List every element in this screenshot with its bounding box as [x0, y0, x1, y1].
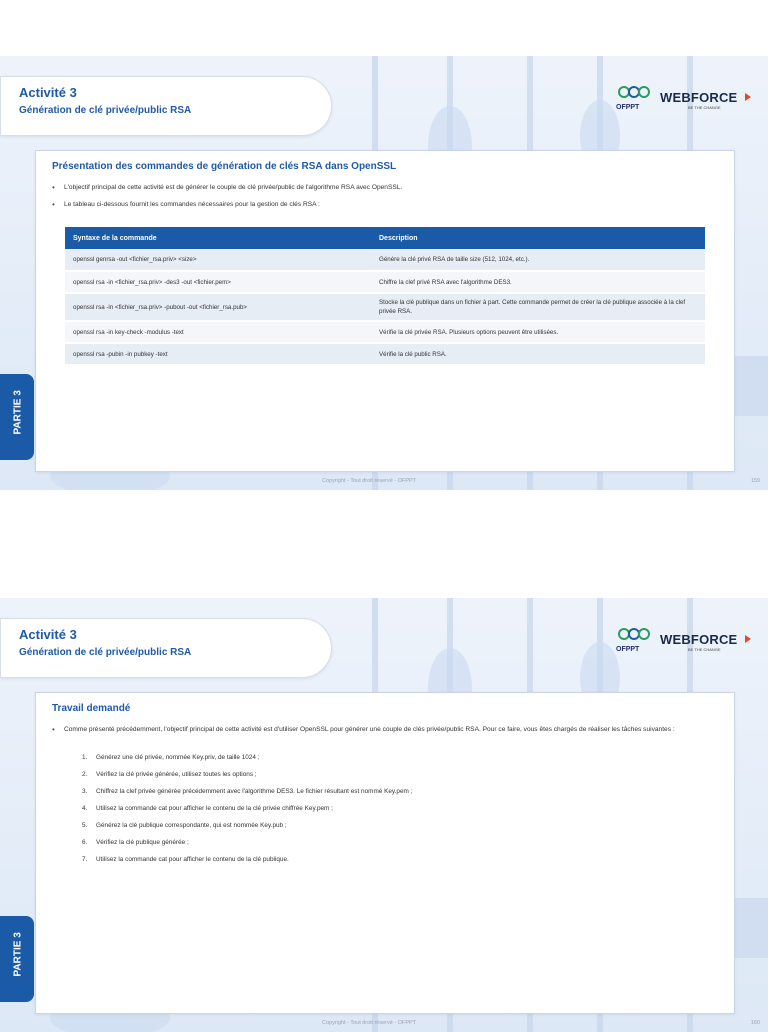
list-item: 7. Utilisez la commande cat pour afficher le contenu de la clé publique.: [82, 856, 289, 863]
panel-heading: Travail demandé: [52, 703, 131, 714]
webforce-logo: WEBFORCE: [660, 632, 738, 647]
table-row: [65, 249, 705, 271]
section-tab-label: PARTIE 3: [12, 932, 24, 977]
list-item: 1. Générez une clé privée, nommée Key.priv, de taille 1024 ;: [82, 754, 260, 761]
webforce-tagline: BE THE CHANGE: [688, 105, 721, 110]
table-header-description: Description: [371, 227, 705, 249]
slide-subtitle: Génération de clé privée/public RSA: [19, 647, 192, 658]
table-cell-description: Vérifie la clé privée RSA. Plusieurs options peuvent être utilisées.: [371, 321, 705, 343]
footer: [0, 478, 768, 490]
title-card: [0, 76, 332, 136]
webforce-arrow-icon: [745, 93, 751, 101]
table-row: [65, 293, 705, 321]
list-item: 4. Utilisez la commande cat pour afficher le contenu de la clé privée chiffrée Key.pem ;: [82, 805, 333, 812]
title-card: [0, 618, 332, 678]
content-panel: [35, 692, 735, 1014]
ofppt-logo: OFPPT: [614, 624, 654, 660]
section-tab-label: PARTIE 3: [12, 390, 24, 435]
slide-title: Activité 3: [19, 627, 77, 642]
bullet-list: [52, 183, 712, 217]
table-row: [65, 343, 705, 365]
bullet-item: • Comme présenté précédemment, l'objectif principal de cette activité est d'utiliser OpenSSL pour générer une couple de clés privée/public RSA. Pour ce faire, vous êtes chargés de réaliser les tâches suivantes :: [52, 725, 712, 735]
page-number: 159: [750, 478, 760, 484]
table-cell-command: openssl genrsa -out <fichier_rsa.priv> <size>: [65, 249, 371, 271]
table-cell-description: Génère la clé privé RSA de taille size (512, 1024, etc.).: [371, 249, 705, 271]
list-item: 2. Vérifiez la clé privée générée, utilisez toutes les options ;: [82, 771, 257, 778]
table-cell-description: Stocke la clé publique dans un fichier à part. Cette commande permet de créer la clé publique associée à la clef privée RSA.: [371, 293, 705, 321]
logos: [614, 624, 754, 660]
panel-heading: Présentation des commandes de génération de clés RSA dans OpenSSL: [52, 161, 397, 172]
content-panel: [35, 150, 735, 472]
slide-title: Activité 3: [19, 85, 77, 100]
list-item: 5. Générez la clé publique correspondante, qui est nommée Key.pub ;: [82, 822, 287, 829]
bullet-item: • Le tableau ci-dessous fournit les commandes nécessaires pour la gestion de clés RSA :: [52, 200, 712, 210]
section-tab: [0, 374, 34, 460]
section-tab: [0, 916, 34, 1002]
bullet-item: • L'objectif principal de cette activité est de générer le couple de clé privée/public de l'algorithme RSA avec OpenSSL.: [52, 183, 712, 193]
table-cell-description: Vérifie la clé public RSA.: [371, 343, 705, 365]
table-cell-command: openssl rsa -in <fichier_rsa.priv> -des3 -out <fichier.pem>: [65, 271, 371, 293]
list-item: 3. Chiffrez la clef privée générée précédemment avec l'algorithme DES3. Le fichier résultant est nommé Key.pem ;: [82, 788, 413, 795]
bullet-list: [52, 725, 712, 742]
table-cell-command: openssl rsa -pubin -in pubkey -text: [65, 343, 371, 365]
webforce-logo: WEBFORCE: [660, 90, 738, 105]
footer: [0, 1020, 768, 1032]
webforce-tagline: BE THE CHANGE: [688, 647, 721, 652]
copyright-text: Copyright - Tout droit réservé - OFPPT: [322, 1020, 417, 1026]
task-steps-list: [82, 753, 412, 872]
slide-159: [0, 56, 768, 490]
webforce-arrow-icon: [745, 635, 751, 643]
ofppt-logo: OFPPT: [614, 82, 654, 118]
table-header-syntax: Syntaxe de la commande: [65, 227, 371, 249]
table-cell-command: openssl rsa -in key-check -modulus -text: [65, 321, 371, 343]
list-item: 6. Vérifiez la clé publique générée ;: [82, 839, 189, 846]
logos: [614, 82, 754, 118]
page-number: 160: [750, 1020, 760, 1026]
table-cell-command: openssl rsa -in <fichier_rsa.priv> -pubout -out <fichier_rsa.pub>: [65, 293, 371, 321]
slide-160: [0, 598, 768, 1032]
slide-subtitle: Génération de clé privée/public RSA: [19, 105, 192, 116]
commands-table: [65, 227, 705, 366]
table-row: [65, 321, 705, 343]
table-cell-description: Chiffre la clef privé RSA avec l'algorithme DES3.: [371, 271, 705, 293]
table-row: [65, 271, 705, 293]
copyright-text: Copyright - Tout droit réservé - OFPPT: [322, 478, 417, 484]
